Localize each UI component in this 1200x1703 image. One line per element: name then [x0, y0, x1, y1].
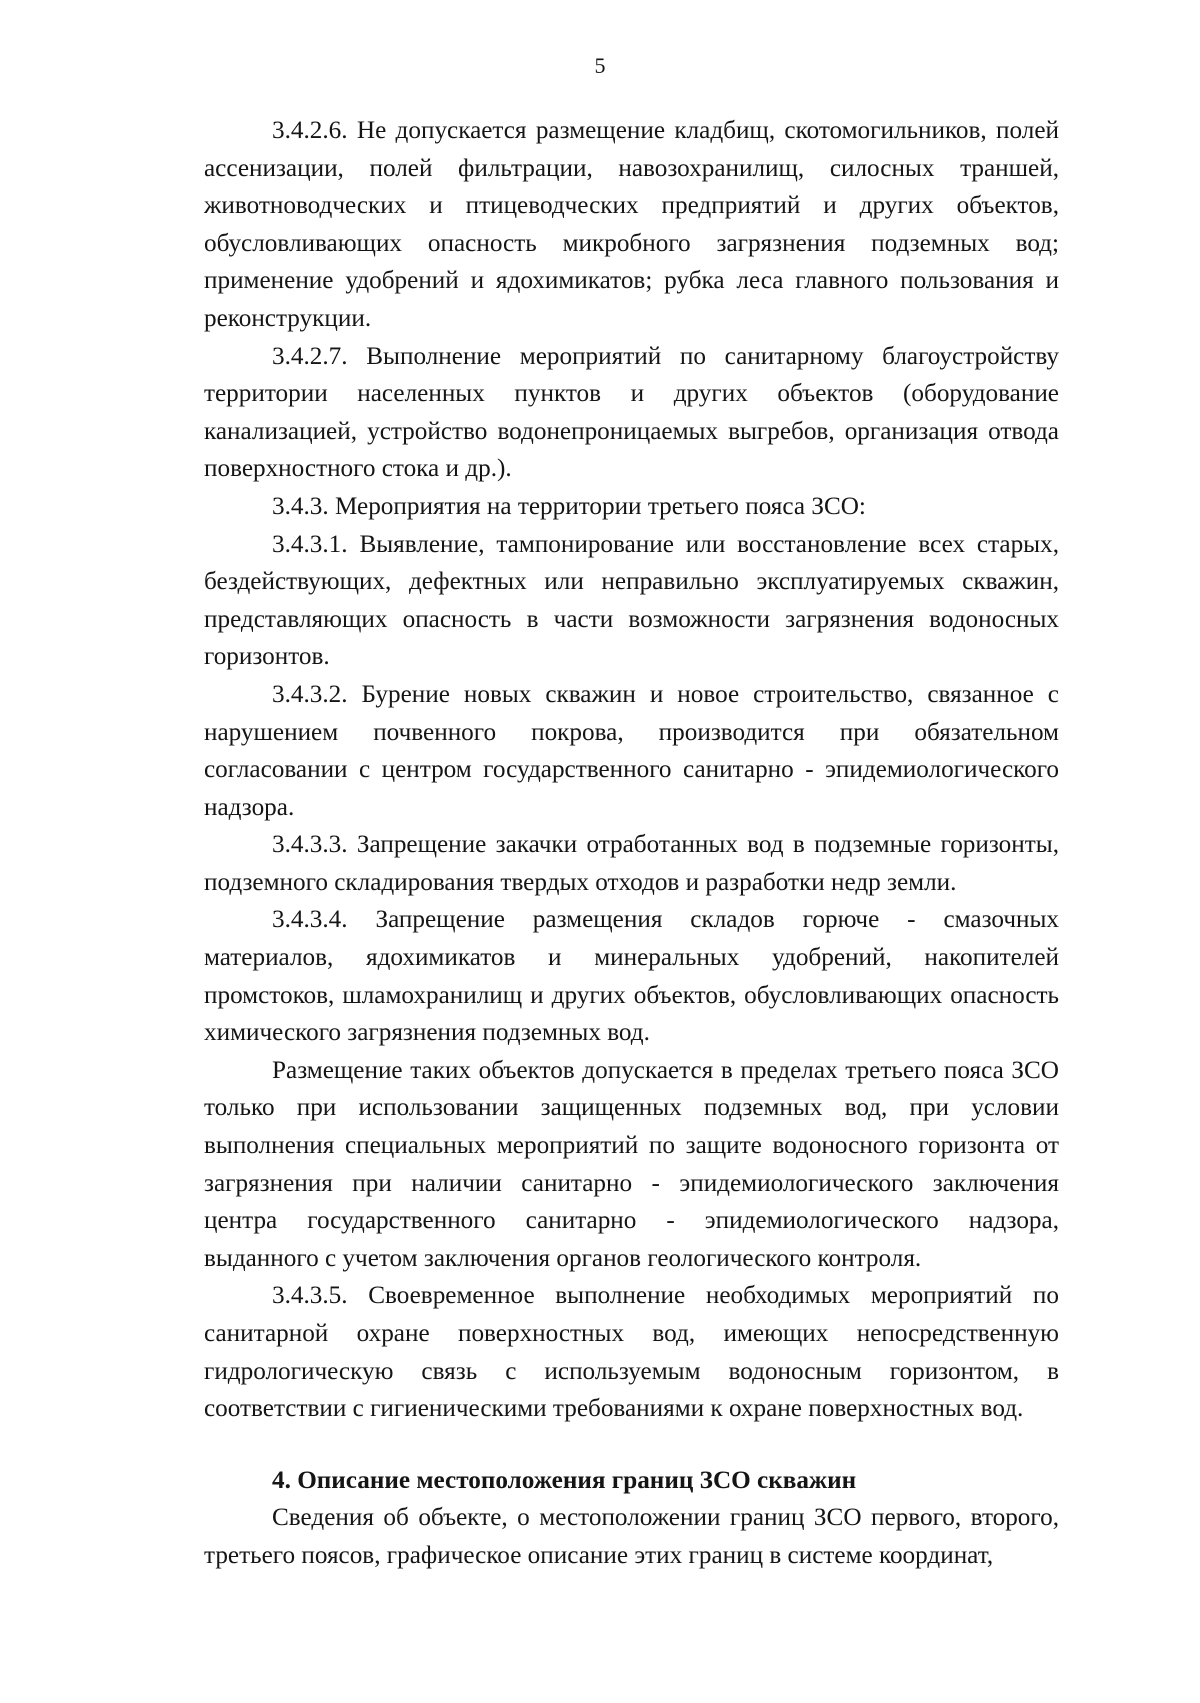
section-paragraph: Сведения об объекте, о местоположении границ ЗСО первого, второго, третьего поясов, графическое описание этих границ в системе координат, — [204, 1504, 1059, 1569]
paragraph-3-4-2-6: 3.4.2.6. Не допускается размещение кладбищ, скотомогильников, полей ассенизации, полей фильтрации, навозохранилищ, силосных траншей, животноводческих и птицеводческих предприятий и других объектов, обусловливающих опасность микробного загрязнения подземных вод; применение удобрений и ядохимикатов; рубка леса главного пользования и реконструкции. — [204, 117, 1059, 332]
section-heading: 4. Описание местоположения границ ЗСО скважин — [272, 1466, 857, 1494]
page-number: 5 — [594, 53, 606, 78]
paragraph-3-4-3-1: 3.4.3.1. Выявление, тампонирование или восстановление всех старых, бездействующих, дефектных или неправильно эксплуатируемых скважин, представляющих опасность в части возможности загрязнения водоносных горизонтов. — [204, 530, 1059, 671]
paragraph-3-4-3-3: 3.4.3.3. Запрещение закачки отработанных вод в подземные горизонты, подземного складирования твердых отходов и разработки недр земли. — [204, 831, 1059, 896]
paragraph-3-4-3: 3.4.3. Мероприятия на территории третьего пояса ЗСО: — [272, 492, 866, 520]
paragraph-3-4-3-2: 3.4.3.2. Бурение новых скважин и новое строительство, связанное с нарушением почвенного покрова, производится при обязательном согласовании с центром государственного санитарно - эпидемиологического надзора. — [204, 680, 1059, 821]
document-body — [204, 112, 1059, 1575]
paragraph-3-4-3-5: 3.4.3.5. Своевременное выполнение необходимых мероприятий по санитарной охране поверхностных вод, имеющих непосредственную гидрологическую связь с используемым водоносным горизонтом, в соответствии с гигиеническими требованиями к охране поверхностных вод. — [204, 1282, 1059, 1423]
paragraph-placement-conditions: Размещение таких объектов допускается в пределах третьего пояса ЗСО только при использовании защищенных подземных вод, при условии выполнения специальных мероприятий по защите водоносного горизонта от загрязнения при наличии санитарно - эпидемиологического заключения центра государственного санитарно - эпидемиологического надзора, выданного с учетом заключения органов геологического контроля. — [204, 1056, 1059, 1272]
paragraph-3-4-3-4: 3.4.3.4. Запрещение размещения складов горюче - смазочных материалов, ядохимикатов и минеральных удобрений, накопителей промстоков, шламохранилищ и других объектов, обусловливающих опасность химического загрязнения подземных вод. — [204, 906, 1059, 1047]
paragraph-3-4-2-7: 3.4.2.7. Выполнение мероприятий по санитарному благоустройству территории населенных пунктов и других объектов (оборудование канализацией, устройство водонепроницаемых выгребов, организация отвода поверхностного стока и др.). — [204, 342, 1059, 483]
